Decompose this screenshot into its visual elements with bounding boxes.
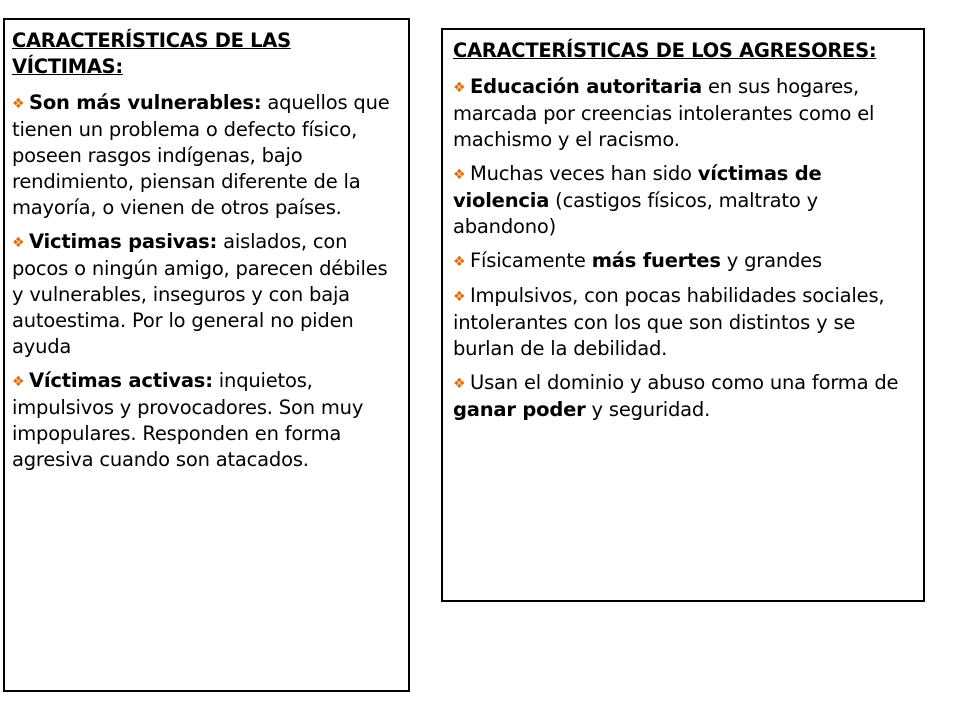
victims-item-bold: Víctimas activas: <box>29 369 213 392</box>
aggressors-item-text: Usan el dominio y abuso como una forma de <box>470 371 899 394</box>
aggressors-item-text: Muchas veces han sido <box>470 162 698 185</box>
aggressors-item-text: y grandes <box>720 249 822 272</box>
diamond-bullet-icon: ❖ <box>12 96 25 112</box>
aggressors-item-text: y seguridad. <box>585 398 711 421</box>
diamond-bullet-icon: ❖ <box>453 80 466 96</box>
aggressors-item-stronger <box>453 248 915 275</box>
victims-item-bold: Son más vulnerables: <box>29 91 262 114</box>
diamond-bullet-icon: ❖ <box>12 374 25 390</box>
diamond-bullet-icon: ❖ <box>12 235 25 251</box>
victims-item-bold: Victimas pasivas: <box>29 230 218 253</box>
aggressors-item-bold: más fuertes <box>591 249 721 272</box>
victims-heading: CARACTERÍSTICAS DE LAS VÍCTIMAS: <box>12 29 291 78</box>
victims-item-active <box>12 368 404 473</box>
aggressors-panel <box>441 28 925 602</box>
diamond-bullet-icon: ❖ <box>453 289 466 305</box>
aggressors-item-impulsive <box>453 283 915 362</box>
aggressors-item-bold: víctimas de violencia <box>453 162 822 212</box>
aggressors-item-dominance <box>453 370 915 423</box>
aggressors-item-text: en sus hogares, marcada por creencias intolerantes como el machismo y el racismo. <box>453 75 875 151</box>
aggressors-item-education <box>453 74 915 153</box>
victims-item-text: aquellos que tienen un problema o defecto físico, poseen rasgos indígenas, bajo rendimiento, piensan diferente de la mayoría, o vienen de otros países. <box>12 91 390 219</box>
aggressors-item-text: Físicamente <box>470 249 592 272</box>
aggressors-item-text: Impulsivos, con pocas habilidades sociales, intolerantes con los que son distintos y se burlan de la debilidad. <box>453 284 885 360</box>
victims-item-passive <box>12 229 404 360</box>
victims-item-vulnerable <box>12 90 404 221</box>
diamond-bullet-icon: ❖ <box>453 254 466 270</box>
aggressors-item-bold: ganar poder <box>453 398 586 421</box>
victims-item-text: aislados, con pocos o ningún amigo, parecen débiles y vulnerables, inseguros y con baja autoestima. Por lo general no piden ayuda <box>12 230 388 358</box>
victims-panel <box>3 18 410 692</box>
aggressors-item-bold: Educación autoritaria <box>470 75 702 98</box>
victims-item-text: inquietos, impulsivos y provocadores. Son muy impopulares. Responden en forma agresiva cuando son atacados. <box>12 369 364 471</box>
aggressors-item-victims-of-violence <box>453 161 915 240</box>
aggressors-heading: CARACTERÍSTICAS DE LOS AGRESORES: <box>453 39 877 62</box>
diamond-bullet-icon: ❖ <box>453 376 466 392</box>
diamond-bullet-icon: ❖ <box>453 167 466 183</box>
aggressors-item-text: (castigos físicos, maltrato y abandono) <box>453 189 818 238</box>
